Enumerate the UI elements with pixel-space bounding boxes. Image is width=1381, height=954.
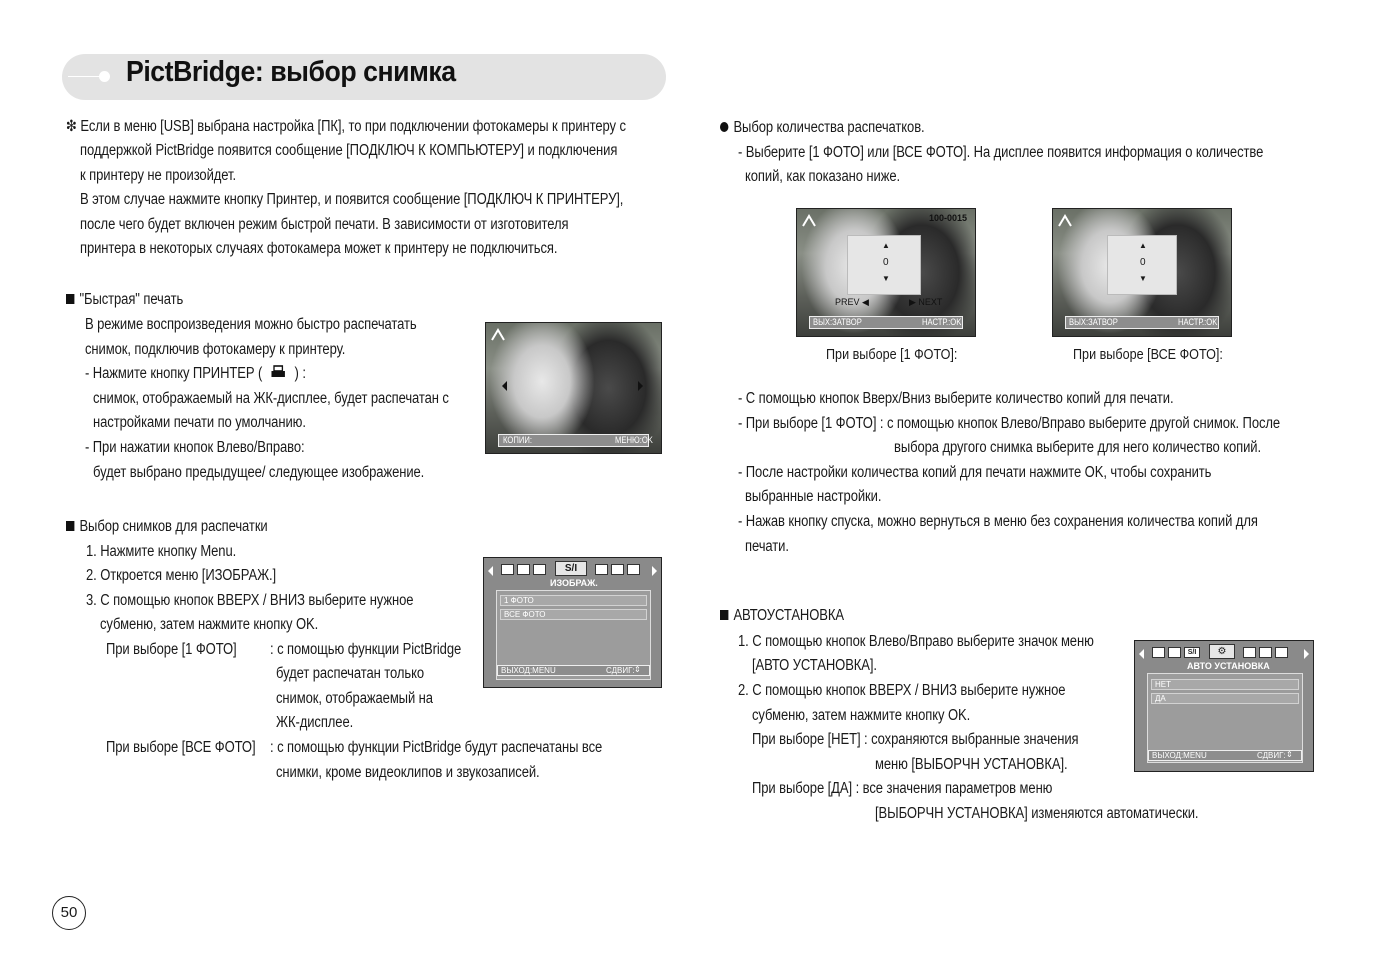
quick-print-line: будет выбрано предыдущее/ следующее изображение. bbox=[93, 464, 425, 481]
page-number: 50 bbox=[52, 896, 86, 930]
lcd-caption: При выборе [1 ФОТО]: bbox=[826, 346, 958, 363]
lcd-copies-one bbox=[796, 208, 976, 337]
intro-line: поддержкой PictBridge появится сообщение [ПОДКЛЮЧ К КОМПЬЮТЕРУ] и подключения bbox=[80, 142, 618, 159]
menu-tab-icon bbox=[1168, 647, 1181, 658]
bullet-square-icon bbox=[66, 294, 74, 304]
select-line: 2. Откроется меню [ИЗОБРАЖ.] bbox=[86, 567, 277, 584]
quick-print-line: настройками печати по умолчанию. bbox=[93, 414, 306, 431]
lcd-quick-print bbox=[485, 322, 662, 454]
section-heading: АВТОУСТАНОВКА bbox=[720, 604, 844, 629]
quick-print-line: - При нажатии кнопок Влево/Вправо: bbox=[85, 439, 305, 456]
menu-item: НЕТ bbox=[1151, 679, 1299, 690]
quick-print-line: В режиме воспроизведения можно быстро распечатать bbox=[85, 316, 417, 333]
intro-line: к принтеру не произойдет. bbox=[80, 167, 236, 184]
lcd-status-bar: ВЫХ:ЗАТВОР НАСТР.:OK bbox=[1065, 316, 1219, 329]
menu-tab-icon bbox=[1259, 647, 1272, 658]
auto-line: 1. С помощью кнопок Влево/Вправо выберите значок меню bbox=[738, 633, 1094, 650]
lcd-caption: При выборе [ВСЕ ФОТО]: bbox=[1073, 346, 1223, 363]
copies-count-box bbox=[1107, 235, 1177, 295]
title-decor-line bbox=[68, 76, 100, 77]
copies-count: 0 bbox=[883, 257, 889, 268]
right-arrow-icon bbox=[1304, 649, 1309, 659]
quick-print-line: - Нажмите кнопку ПРИНТЕР ( ) : bbox=[85, 365, 306, 382]
copies-count-box bbox=[847, 235, 921, 295]
updown-icon: ⇕ bbox=[634, 665, 641, 674]
lcd-image-menu bbox=[483, 557, 662, 688]
left-arrow-icon bbox=[488, 566, 493, 576]
playback-mode-icon bbox=[490, 328, 506, 342]
auto-line: При выборе [НЕТ] : сохраняются выбранные значения bbox=[752, 731, 1079, 748]
up-arrow-icon: ▲ bbox=[882, 241, 890, 250]
menu-tab-icon bbox=[501, 564, 514, 575]
left-arrow-icon bbox=[1139, 649, 1144, 659]
menu-tab-icon bbox=[533, 564, 546, 575]
select-line: субменю, затем нажмите кнопку OK. bbox=[100, 616, 319, 633]
auto-line: [ВЫБОРЧН УСТАНОВКА] изменяются автоматически. bbox=[875, 805, 1199, 822]
menu-tab-selected-icon: ⚙ bbox=[1209, 644, 1235, 659]
section-heading: "Быстрая" печать bbox=[66, 288, 183, 313]
menu-footer: ВЫХОД:MENU СДВИГ: ⇕ bbox=[497, 665, 650, 676]
select-line: снимки, кроме видеоклипов и звукозаписей. bbox=[276, 764, 540, 781]
intro-line: В этом случае нажмите кнопку Принтер, и появится сообщение [ПОДКЛЮЧ К ПРИНТЕРУ], bbox=[80, 191, 624, 208]
menu-tab-icon bbox=[595, 564, 608, 575]
printer-icon bbox=[271, 365, 286, 379]
menu-tab-icon bbox=[1243, 647, 1256, 658]
menu-item: 1 ФОТО bbox=[500, 595, 647, 606]
down-arrow-icon: ▼ bbox=[1139, 274, 1147, 283]
playback-mode-icon bbox=[801, 214, 817, 228]
menu-tab-icon bbox=[627, 564, 640, 575]
lcd-status-bar: КОПИИ: МЕНЮ:OK bbox=[498, 434, 649, 447]
title-decor-dot bbox=[99, 71, 110, 82]
right-arrow-icon bbox=[638, 381, 643, 391]
menu-item: ДА bbox=[1151, 693, 1299, 704]
next-label: ▶ NEXT bbox=[909, 297, 943, 307]
auto-line: 2. С помощью кнопок ВВЕРХ / ВНИЗ выберите нужное bbox=[738, 682, 1066, 699]
auto-line: При выборе [ДА] : все значения параметров меню bbox=[752, 780, 1053, 797]
intro-line: ❇ Если в меню [USB] выбрана настройка [ПК], то при подключении фотокамеры к принтеру с bbox=[66, 118, 626, 135]
intro-line: принтера в некоторых случаях фотокамера может к принтеру не подключиться. bbox=[80, 240, 558, 257]
menu-tab-icon bbox=[611, 564, 624, 575]
select-line: : с помощью функции PictBridge будут распечатаны все bbox=[270, 739, 603, 756]
lcd-auto-setup-menu bbox=[1134, 640, 1314, 772]
menu-panel bbox=[496, 590, 651, 680]
bullet-square-icon bbox=[66, 521, 74, 531]
copies-note: - С помощью кнопок Вверх/Вниз выберите количество копий для печати. bbox=[738, 390, 1174, 407]
playback-mode-icon bbox=[1057, 214, 1073, 228]
page-title: PictBridge: выбор снимка bbox=[126, 56, 456, 88]
file-number: 100-0015 bbox=[929, 213, 968, 223]
section-heading: Выбор количества распечатков. bbox=[720, 116, 925, 141]
auto-line: субменю, затем нажмите кнопку OK. bbox=[752, 707, 971, 724]
copies-note: - После настройки количества копий для печати нажмите OK, чтобы сохранить bbox=[738, 464, 1212, 481]
quick-print-line: снимок, подключив фотокамеру к принтеру. bbox=[85, 341, 346, 358]
copies-count: 0 bbox=[1140, 257, 1146, 268]
section-heading: Выбор снимков для распечатки bbox=[66, 515, 268, 540]
copies-note: выбора другого снимка выберите для него количество копий. bbox=[894, 439, 1262, 456]
menu-footer: ВЫХОД:MENU СДВИГ: ⇕ bbox=[1148, 750, 1302, 761]
select-line: снимок, отображаемый на bbox=[276, 690, 433, 707]
menu-title: АВТО УСТАНОВКА bbox=[1187, 661, 1270, 671]
select-line: ЖК-дисплее. bbox=[276, 714, 354, 731]
menu-title: ИЗОБРАЖ. bbox=[550, 578, 598, 588]
copies-line: - Выберите [1 ФОТО] или [ВСЕ ФОТО]. На дисплее появится информация о количестве bbox=[738, 144, 1264, 161]
bullet-dot-icon bbox=[720, 122, 728, 132]
menu-tab-icon bbox=[517, 564, 530, 575]
select-line: При выборе [ВСЕ ФОТО] bbox=[106, 739, 256, 756]
menu-tab-selected: S/I bbox=[555, 561, 587, 576]
copies-note: - Нажав кнопку спуска, можно вернуться в меню без сохранения количества копий для bbox=[738, 513, 1258, 530]
menu-tab-icon bbox=[1275, 647, 1288, 658]
auto-line: меню [ВЫБОРЧН УСТАНОВКА]. bbox=[875, 756, 1068, 773]
lcd-copies-all bbox=[1052, 208, 1232, 337]
select-line: 3. С помощью кнопок ВВЕРХ / ВНИЗ выберите нужное bbox=[86, 592, 414, 609]
copies-note: - При выборе [1 ФОТО] : с помощью кнопок Влево/Вправо выберите другой снимок. После bbox=[738, 415, 1281, 432]
select-line: будет распечатан только bbox=[276, 665, 424, 682]
auto-line: [АВТО УСТАНОВКА]. bbox=[752, 657, 877, 674]
copies-note: выбранные настройки. bbox=[745, 488, 882, 505]
quick-print-line: снимок, отображаемый на ЖК-дисплее, будет распечатан с bbox=[93, 390, 449, 407]
copies-note: печати. bbox=[745, 538, 789, 555]
down-arrow-icon: ▼ bbox=[882, 274, 890, 283]
lcd-status-bar: ВЫХ:ЗАТВОР НАСТР.:OK bbox=[809, 316, 963, 329]
select-line: : с помощью функции PictBridge bbox=[270, 641, 462, 658]
bullet-square-icon bbox=[720, 610, 728, 620]
right-arrow-icon bbox=[652, 566, 657, 576]
menu-tab-si: S/I bbox=[1184, 647, 1200, 658]
select-line: При выборе [1 ФОТО] bbox=[106, 641, 237, 658]
intro-line: после чего будет включен режим быстрой печати. В зависимости от изготовителя bbox=[80, 216, 569, 233]
menu-item: ВСЕ ФОТО bbox=[500, 609, 647, 620]
up-arrow-icon: ▲ bbox=[1139, 241, 1147, 250]
select-line: 1. Нажмите кнопку Menu. bbox=[86, 543, 237, 560]
updown-icon: ⇕ bbox=[1286, 750, 1293, 759]
menu-tab-icon bbox=[1152, 647, 1165, 658]
left-arrow-icon bbox=[502, 381, 507, 391]
menu-panel bbox=[1147, 673, 1303, 763]
prev-label: PREV ◀ bbox=[835, 297, 869, 307]
copies-line: копий, как показано ниже. bbox=[745, 168, 901, 185]
